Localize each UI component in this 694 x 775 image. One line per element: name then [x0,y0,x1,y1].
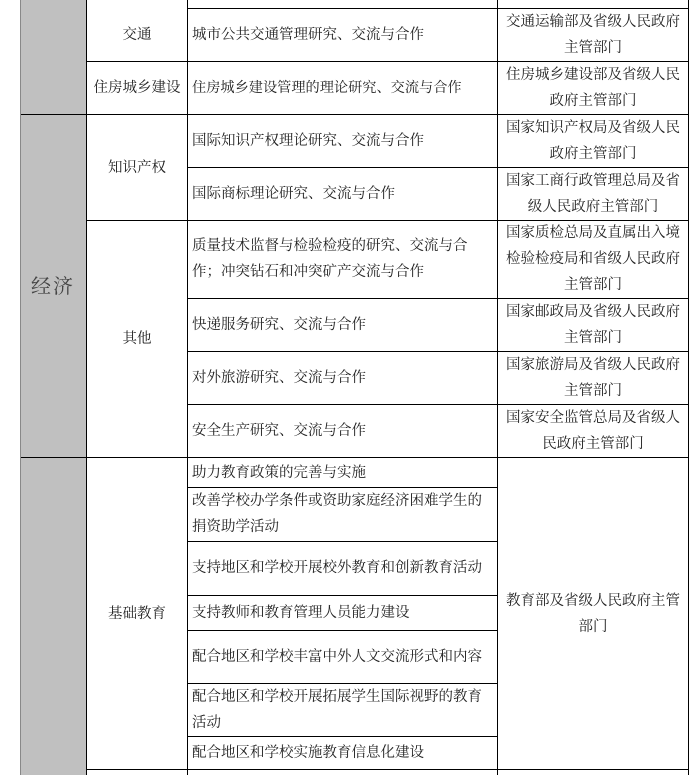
rule [187,683,498,684]
rule [187,487,498,488]
subcategory-housing: 住房城乡建设 [93,79,181,96]
table-row-desc: 配合地区和学校实施教育信息化建设 [192,744,424,761]
table-row-dept: 国家质检总局及直属出入境检验检疫局和省级人民政府主管部门 [506,225,680,293]
rule [187,630,498,631]
table-row-desc: 改善学校办学条件或资助家庭经济困难学生的捐资助学活动 [192,493,482,535]
rule [187,541,498,542]
rule [497,0,498,775]
rule [187,351,689,352]
table-row-dept: 国家工商行政管理总局及省级人民政府主管部门 [506,172,680,215]
table-row-desc: 对外旅游研究、交流与合作 [192,369,366,386]
rule [86,0,87,775]
subcategory-other: 其他 [122,330,152,347]
table-row-dept: 交通运输部及省级人民政府主管部门 [506,13,680,56]
table-row-dept: 国家旅游局及省级人民政府主管部门 [506,356,680,399]
table-row-dept: 住房城乡建设部及省级人民政府主管部门 [506,66,680,109]
table-row-desc: 国际知识产权理论研究、交流与合作 [192,133,424,149]
rule [20,0,21,775]
table-row-desc: 助力教育政策的完善与实施 [192,464,366,481]
rule [187,298,689,299]
table-row-dept: 国家知识产权局及省级人民政府主管部门 [506,120,680,162]
table-row-desc: 配合地区和学校丰富中外人文交流形式和内容 [192,648,482,665]
table-row-desc: 安全生产研究、交流与合作 [192,422,366,439]
table-row-dept: 国家安全监管总局及省级人民政府主管部门 [506,409,680,452]
table-row-dept: 国家邮政局及省级人民政府主管部门 [506,303,680,346]
table-row-desc: 城市公共交通管理研究、交流与合作 [192,26,424,43]
rule [187,736,498,737]
table-row-desc: 配合地区和学校开展拓展学生国际视野的教育活动 [192,688,482,731]
rule [187,404,689,405]
rule [187,8,689,9]
education-dept: 教育部及省级人民政府主管部门 [506,592,680,635]
table-row-desc: 国际商标理论研究、交流与合作 [192,185,395,202]
subcategory-transport: 交通 [122,26,152,43]
rule [187,0,188,775]
rule [87,61,689,62]
rule [87,220,689,221]
category-band-top [20,0,86,114]
subcategory-basic-education: 基础教育 [108,605,166,622]
table-row-desc: 住房城乡建设管理的理论研究、交流与合作 [192,79,462,96]
category-band-education [20,458,86,775]
rule [20,457,689,458]
rule [87,769,689,770]
table-row-desc: 质量技术监督与检验检疫的研究、交流与合作；冲突钻石和冲突矿产交流与合作 [192,238,468,280]
rule [187,167,689,168]
subcategory-ip: 知识产权 [108,159,166,176]
table-row-desc: 支持地区和学校开展校外教育和创新教育活动 [192,560,482,576]
category-label-economy: 经济 [31,274,75,298]
rule [187,595,498,596]
rule [688,0,689,775]
rule [20,114,689,115]
table-row-desc: 支持教师和教育管理人员能力建设 [192,604,410,621]
table-row-desc: 快递服务研究、交流与合作 [192,316,366,333]
